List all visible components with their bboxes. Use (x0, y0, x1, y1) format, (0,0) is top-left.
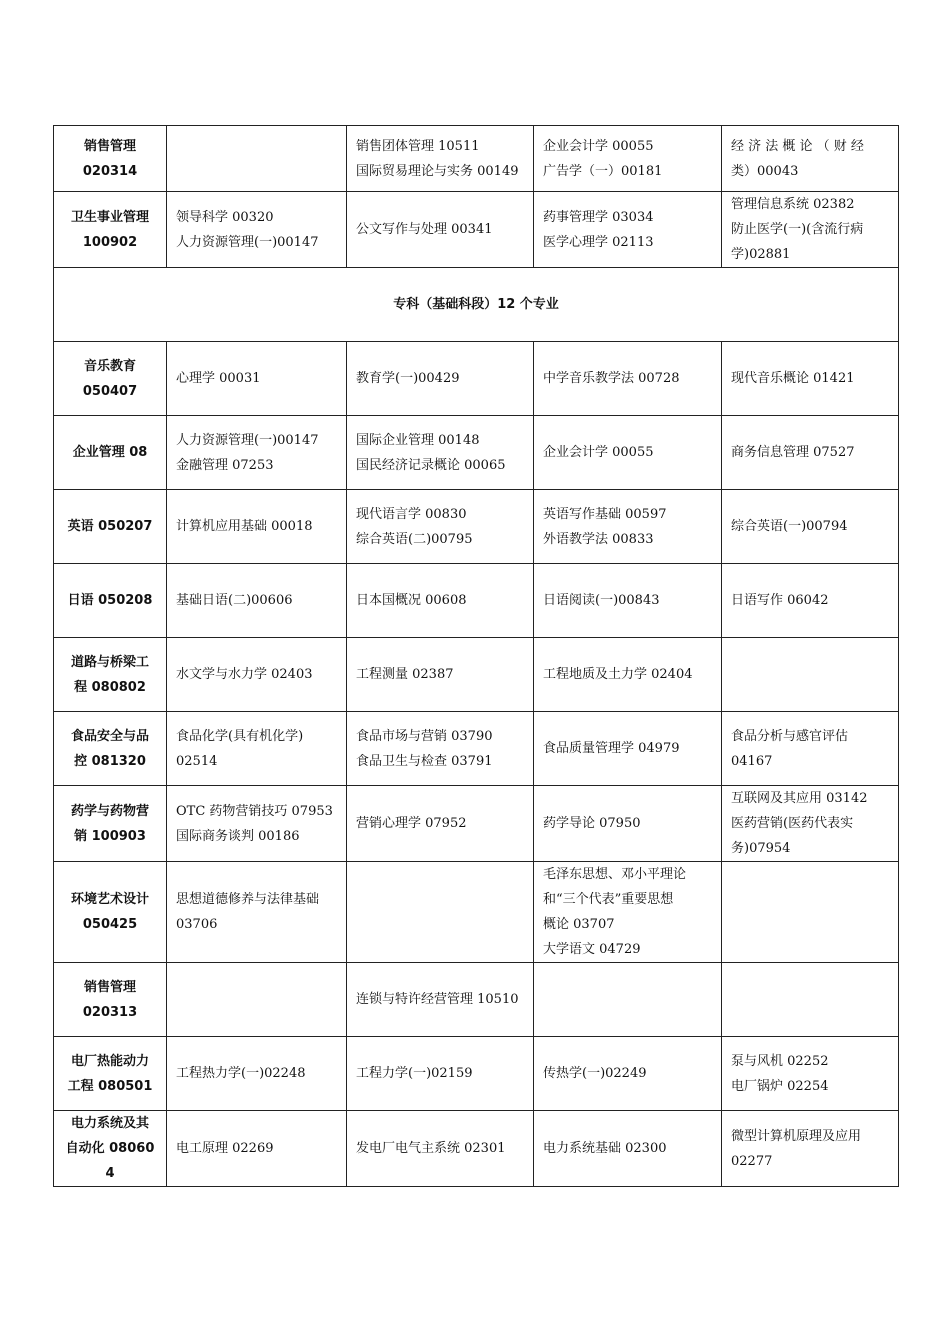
course-cell (167, 963, 347, 1037)
course-line: 日本国概况 00608 (356, 593, 467, 608)
course-line: 教育学(一)00429 (356, 371, 460, 386)
table-row (54, 1037, 899, 1111)
course-line: 公文写作与处理 00341 (356, 222, 493, 237)
course-cell (167, 564, 347, 638)
major-name-line: 企业管理 08 (72, 445, 148, 460)
course-cell (347, 192, 534, 268)
course-line: 广告学（一）00181 (543, 163, 663, 179)
course-cell (722, 564, 899, 638)
course-line: 企业会计学 00055 (543, 445, 654, 460)
course-cell (347, 342, 534, 416)
course-line: 防止医学(一)(含流行病 (731, 222, 864, 237)
course-cell (167, 126, 347, 192)
major-name-line: 音乐教育 (83, 358, 136, 374)
course-line: 食品质量管理学 04979 (543, 741, 680, 756)
course-cell (722, 126, 899, 192)
course-table (53, 125, 899, 1187)
course-cell (722, 1111, 899, 1187)
major-name-line: 日语 050208 (67, 593, 153, 608)
course-line: 国际贸易理论与实务 00149 (356, 163, 519, 179)
course-cell (167, 416, 347, 490)
major-name-cell (54, 1111, 167, 1187)
table-row (54, 416, 899, 490)
course-cell (534, 416, 722, 490)
major-name-line: 050425 (82, 917, 138, 932)
course-line: 现代语言学 00830 (356, 506, 467, 522)
major-name-line: 食品安全与品 (70, 728, 149, 744)
course-line: 经 济 法 概 论 （ 财 经 (731, 138, 864, 154)
course-line: 中学音乐教学法 00728 (543, 371, 680, 386)
course-line: 计算机应用基础 00018 (176, 519, 313, 534)
major-name-cell (54, 416, 167, 490)
course-cell (167, 192, 347, 268)
course-line: 务)07954 (731, 841, 791, 856)
major-name-line: 020314 (82, 163, 138, 179)
major-name-line: 药学与药物营 (70, 803, 149, 819)
course-cell (347, 416, 534, 490)
course-cell (167, 786, 347, 862)
table-body-top (54, 126, 899, 268)
course-line: 药学导论 07950 (543, 816, 641, 831)
course-line: 互联网及其应用 03142 (731, 791, 868, 806)
course-line: 食品市场与营销 03790 (356, 728, 493, 744)
course-cell (722, 786, 899, 862)
course-line: 毛泽东思想、邓小平理论 (543, 867, 687, 882)
course-line: 食品卫生与检查 03791 (356, 753, 493, 769)
course-cell (722, 416, 899, 490)
course-cell (167, 1111, 347, 1187)
course-line: 03706 (176, 917, 218, 932)
course-line: 思想道德修养与法律基础 (176, 892, 320, 907)
course-line: 综合英语(一)00794 (731, 519, 848, 534)
course-cell (534, 126, 722, 192)
course-line: 微型计算机原理及应用 (731, 1128, 862, 1144)
course-line: 水文学与水力学 02403 (176, 667, 313, 682)
major-name-cell (54, 786, 167, 862)
section-row (54, 268, 899, 342)
course-line: 概论 03707 (543, 917, 615, 932)
course-line: 国际商务谈判 00186 (176, 828, 300, 844)
major-name-line: 环境艺术设计 (70, 892, 149, 907)
course-line: 学)02881 (731, 247, 791, 262)
table-row (54, 342, 899, 416)
course-cell (534, 342, 722, 416)
course-cell (167, 490, 347, 564)
course-line: 和“三个代表”重要思想 (543, 892, 674, 907)
major-name-cell (54, 712, 167, 786)
course-cell (722, 963, 899, 1037)
course-line: 日语阅读(一)00843 (543, 593, 660, 608)
course-line: 现代音乐概论 01421 (731, 371, 855, 386)
course-cell (167, 342, 347, 416)
course-cell (347, 126, 534, 192)
table-row (54, 490, 899, 564)
table-row (54, 862, 899, 963)
course-cell (167, 712, 347, 786)
course-cell (722, 490, 899, 564)
table-row (54, 712, 899, 786)
major-name-cell (54, 342, 167, 416)
table-row (54, 786, 899, 862)
course-line: 04167 (731, 753, 773, 769)
course-line: 基础日语(二)00606 (176, 593, 293, 608)
course-line: 工程测量 02387 (356, 667, 454, 682)
major-name-line: 卫生事业管理 (70, 209, 149, 225)
table-body-bottom (54, 342, 899, 1187)
course-line: 大学语文 04729 (543, 942, 641, 957)
course-line: 电力系统基础 02300 (543, 1141, 667, 1156)
table-row (54, 126, 899, 192)
major-name-cell (54, 564, 167, 638)
course-line: 食品化学(具有机化学) (176, 728, 304, 744)
major-name-line: 控 081320 (74, 753, 146, 769)
section-title: 专科（基础科段）12 个专业 (54, 268, 899, 342)
course-cell (722, 712, 899, 786)
course-cell (347, 712, 534, 786)
course-cell (347, 1111, 534, 1187)
course-cell (722, 862, 899, 963)
major-name-line: 程 080802 (74, 679, 146, 695)
course-line: 人力资源管理(一)00147 (176, 432, 319, 448)
major-name-cell (54, 490, 167, 564)
course-line: 工程地质及土力学 02404 (543, 667, 693, 682)
course-line: 企业会计学 00055 (543, 138, 654, 154)
course-line: 领导科学 00320 (176, 209, 274, 225)
course-cell (347, 786, 534, 862)
major-name-cell (54, 638, 167, 712)
course-cell (534, 862, 722, 963)
course-cell (534, 786, 722, 862)
course-line: 连锁与特许经营管理 10510 (356, 992, 519, 1007)
table-row (54, 638, 899, 712)
course-cell (167, 862, 347, 963)
course-line: 外语教学法 00833 (543, 531, 654, 547)
course-cell (722, 192, 899, 268)
major-name-cell (54, 192, 167, 268)
course-cell (534, 564, 722, 638)
table-row (54, 963, 899, 1037)
major-name-line: 道路与桥梁工 (70, 654, 149, 670)
course-cell (167, 1037, 347, 1111)
course-line: 药事管理学 03034 (543, 209, 654, 225)
course-line: 销售团体管理 10511 (356, 138, 480, 154)
course-line: 心理学 00031 (176, 371, 261, 386)
course-cell (722, 342, 899, 416)
major-name-line: 自动化 080604 (65, 1141, 155, 1181)
course-line: 电厂锅炉 02254 (731, 1078, 829, 1094)
course-line: 医学心理学 02113 (543, 234, 654, 250)
major-name-line: 050407 (82, 383, 138, 399)
course-line: 英语写作基础 00597 (543, 506, 667, 522)
course-cell (534, 1037, 722, 1111)
course-line: 医药营销(医药代表实 (731, 816, 854, 831)
table-row (54, 1111, 899, 1187)
course-cell (347, 862, 534, 963)
course-cell (347, 638, 534, 712)
course-cell (167, 638, 347, 712)
course-line: 类）00043 (731, 163, 799, 179)
major-name-line: 英语 050207 (67, 519, 153, 534)
table-row (54, 564, 899, 638)
course-cell (347, 1037, 534, 1111)
course-line: 发电厂电气主系统 02301 (356, 1141, 506, 1156)
course-line: 管理信息系统 02382 (731, 197, 855, 212)
course-line: 工程力学(一)02159 (356, 1066, 473, 1081)
course-cell (534, 638, 722, 712)
course-line: 人力资源管理(一)00147 (176, 234, 319, 250)
course-line: 综合英语(二)00795 (356, 531, 473, 547)
course-line: 泵与风机 02252 (731, 1053, 829, 1069)
course-cell (534, 1111, 722, 1187)
major-name-line: 电力系统及其 (70, 1116, 149, 1131)
major-name-line: 工程 080501 (67, 1078, 153, 1094)
course-cell (347, 564, 534, 638)
course-line: OTC 药物营销技巧 07953 (176, 803, 333, 819)
course-cell (722, 1037, 899, 1111)
major-name-line: 销售管理 (83, 979, 136, 995)
course-line: 传热学(一)02249 (543, 1066, 647, 1081)
major-name-line: 100902 (82, 234, 138, 250)
course-line: 工程热力学(一)02248 (176, 1066, 306, 1081)
course-cell (347, 490, 534, 564)
course-line: 金融管理 07253 (176, 457, 274, 473)
major-name-cell (54, 126, 167, 192)
major-name-line: 销售管理 (83, 138, 136, 154)
course-line: 营销心理学 07952 (356, 816, 467, 831)
course-line: 国民经济记录概论 00065 (356, 457, 506, 473)
course-cell (347, 963, 534, 1037)
course-cell (534, 192, 722, 268)
major-name-line: 销 100903 (74, 828, 146, 844)
course-line: 电工原理 02269 (176, 1141, 274, 1156)
table-row (54, 192, 899, 268)
major-name-line: 020313 (82, 1004, 138, 1020)
course-cell (534, 963, 722, 1037)
course-line: 食品分析与感官评估 (731, 728, 849, 744)
course-cell (722, 638, 899, 712)
course-cell (534, 712, 722, 786)
major-name-cell (54, 862, 167, 963)
section-row-group (54, 268, 899, 342)
major-name-line: 电厂热能动力 (70, 1053, 149, 1069)
major-name-cell (54, 963, 167, 1037)
course-line: 02514 (176, 753, 218, 769)
course-line: 商务信息管理 07527 (731, 445, 855, 460)
major-name-cell (54, 1037, 167, 1111)
course-line: 02277 (731, 1153, 773, 1169)
course-line: 日语写作 06042 (731, 593, 829, 608)
course-cell (534, 490, 722, 564)
course-line: 国际企业管理 00148 (356, 432, 480, 448)
